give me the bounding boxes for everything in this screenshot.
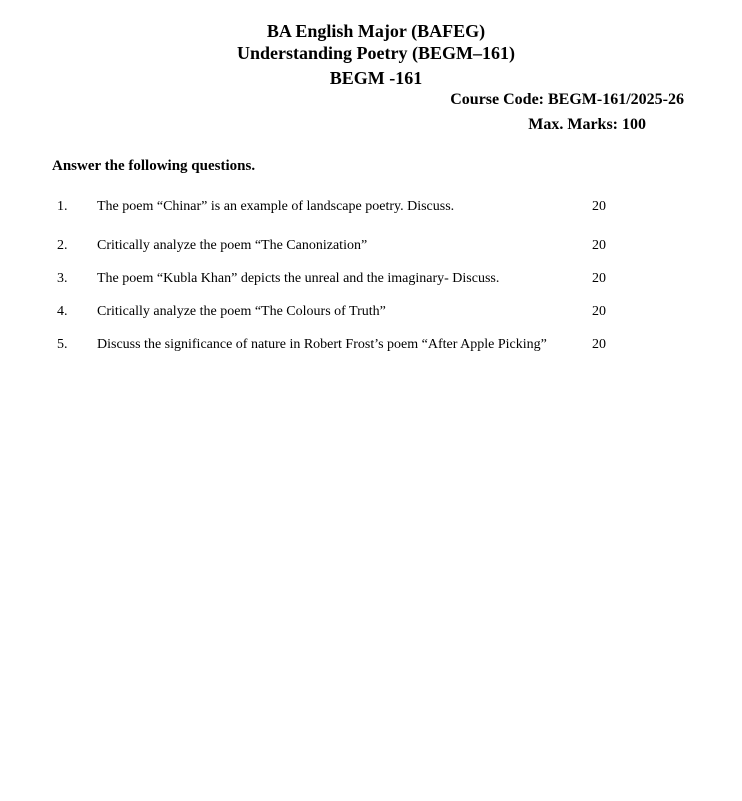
question-text: The poem “Chinar” is an example of landscape poetry. Discuss. xyxy=(97,199,455,214)
course-short-code: BEGM -161 xyxy=(329,68,423,88)
question-text: The poem “Kubla Khan” depicts the unreal and the imaginary- Discuss. xyxy=(97,271,500,286)
question-number: 4. xyxy=(57,304,68,319)
question-number: 2. xyxy=(57,238,68,253)
program-title: BA English Major (BAFEG) xyxy=(266,21,486,41)
question-row xyxy=(0,197,742,217)
question-text: Discuss the significance of nature in Robert Frost’s poem “After Apple Picking” xyxy=(97,337,547,352)
question-number: 1. xyxy=(57,199,68,214)
instruction-heading: Answer the following questions. xyxy=(52,158,256,174)
max-marks: Max. Marks: 100 xyxy=(528,116,646,133)
question-marks: 20 xyxy=(592,271,606,286)
question-marks: 20 xyxy=(592,304,606,319)
question-marks: 20 xyxy=(592,337,606,352)
course-title: Understanding Poetry (BEGM–161) xyxy=(237,43,515,63)
course-code: Course Code: BEGM-161/2025-26 xyxy=(450,91,684,108)
question-row xyxy=(0,236,742,256)
question-text: Critically analyze the poem “The Canonization” xyxy=(97,238,368,253)
question-row xyxy=(0,302,742,322)
question-number: 3. xyxy=(57,271,68,286)
question-number: 5. xyxy=(57,337,68,352)
question-text: Critically analyze the poem “The Colours of Truth” xyxy=(97,304,386,319)
question-marks: 20 xyxy=(592,238,606,253)
question-row xyxy=(0,335,742,355)
question-row xyxy=(0,269,742,289)
question-marks: 20 xyxy=(592,199,606,214)
